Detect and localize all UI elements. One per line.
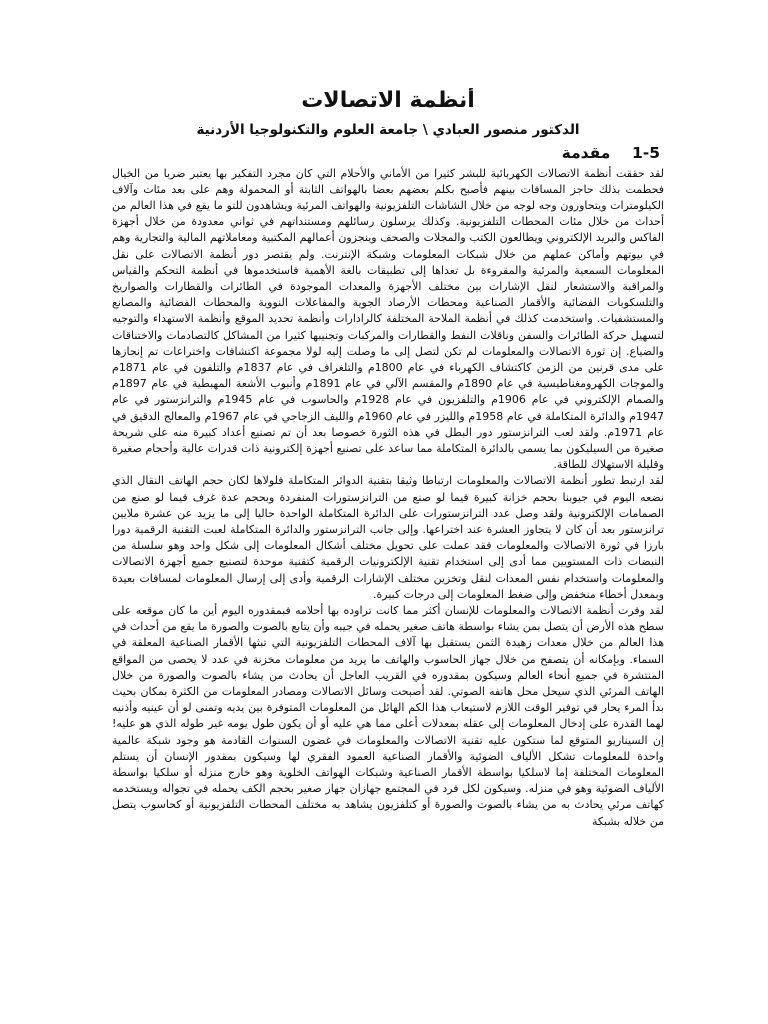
document-page [112, 88, 664, 1018]
author-line: الدكتور منصور العبادي \ جامعة العلوم والتكنولوجيا الأردنية [196, 122, 580, 139]
paragraph: لقد ارتبط تطور أنظمة الاتصالات والمعلومات ارتباطا وثيقا بتقنية الدوائر المتكاملة فلولاها لكان حجم الهاتف النقال الذي نضعه اليوم في جيوبنا بحجم خزانة كبيرة فيما لو صنع من الترانزستورات المنفردة وبحجم عدة غرف فيما لو صنع من الصمامات الإلكترونية ولقد وصل عدد الترانزستورات على الدائرة المتكاملة الواحدة حاليا إلى ما يزيد عن عشرة ملايين ترانزستور بعد أن كان لا يتجاوز العشرة عند اختراعها. وإلى جانب الترانزستور والدائرة المتكاملة لعبت التقنية الرقمية دورا بارزا في ثورة الاتصالات والمعلومات فقد عملت على تحويل مختلف أشكال المعلومات إلى شكل واحد وهو سلسلة من النبضات ذات المستويين مما أدى إلى استخدام تقنية الإلكترونيات الرقمية كتقنية موحدة لتصنيع جميع أجهزة الاتصالات والمعلومات واستخدام نفس المعدات لنقل وتخزين مختلف الإشارات الرقمية وأدى إلى إرسال المعلومات لمسافات بعيدة وبمعدل أخطاء منخفض وإلى ضغط المعلومات إلى درجات كبيرة. [112, 474, 664, 601]
document-title: أنظمة الاتصالات [301, 88, 475, 113]
paragraph: لقد حققت أنظمة الاتصالات الكهربائية للبشر كثيرا من الأماني والأحلام التي كان مجرد التفكير بها يعتبر ضربا من الخيال فحطمت بذلك حاجز المسافات بينهم فأصبح بكلم بعضهم بعضا بالهواتف الثابتة أو المحمولة وهم على بعد مئات وآلاف الكيلومترات ويتحاورون وجه لوجه من خلال الشاشات التلفزيونية والهواتف المرئية ويشاهدون للتو ما يقع في هذا العالم من أحداث من خلال مئات المحطات التلفزيونية. وكذلك يرسلون رسائلهم ومستنداتهم في ثواني معدودة من خلال أجهزة الفاكس والبريد الإلكتروني ويطالعون الكتب والمجلات والصحف وينجزون أعمالهم المكتبية ومعاملاتهم المالية والتجارية وهم في بيوتهم وأماكن عملهم من خلال شبكات المعلومات وشبكة الإنترنت. ولم يقتصر دور أنظمة الاتصالات على نقل المعلومات السمعية والمرئية والمقروءة بل تعداها إلى تطبيقات بالغة الأهمية فاستخدموها في أنظمة التحكم والقياس والمراقبة والاستشعار لنقل الإشارات بين مختلف الأجهزة والمعدات الموجودة في الطائرات والقطارات والصواريخ والتلسكوبات الفضائية والأقمار الصناعية ومحطات الأرصاد الجوية والمفاعلات النووية والمحطات الفضائية والمصانع والمستشفيات. واستخدمت كذلك في أنظمة الملاحة المختلفة كالرادارات وأنظمة تحديد الموقع وأنظمة الاستهداء والتوجيه لتسهيل حركة الطائرات والسفن وناقلات النفط والقطارات والمركبات وتجنيبها كثيرا من المشاكل كالتصادمات والاختناقات والضياع. إن ثورة الاتصالات والمعلومات لم تكن لتصل إلى ما وصلت إليه لولا مجموعة اكتشافات واختراعات تم إنجازها على مدى قرنين من الزمن كاكتشاف الكهرباء في عام 1800م والتلغراف في عام 1837م والتلفون في عام 1871م والموجات الكهرومغناطيسية في عام 1890م والمقسم الآلي في عام 1891م وأنبوب الأشعة المهبطية في عام 1897م والصمام الإلكتروني في عام 1906م والتلفزيون في عام 1928م والحاسوب في عام 1945م والترانزستور في عام 1947م والدائرة المتكاملة في عام 1958م والليزر في عام 1960م والليف الزجاجي في عام 1967م والمعالج الدقيق في عام 1971م. ولقد لعب الترانزستور دور البطل في هذه الثورة خصوصا بعد أن تم تصنيع أعداد كبيرة منه على شريحة صغيرة من السيليكون بما يسمى بالدائرة المتكاملة مما ساعد على تصنيع أجهزة إلكترونية ذات قدرات عالية وأحجام صغيرة وقليلة الاستهلاك للطاقة. [112, 166, 664, 472]
section-number: 1-5 [631, 143, 660, 162]
paragraph: لقد وفرت أنظمة الاتصالات والمعلومات للإنسان أكثر مما كانت تراوده بها أحلامه فبمقدوره اليوم أين ما كان موقعه على سطح هذه الأرض أن يتصل بمن يشاء بواسطة هاتف صغير يحمله في جيبه وأن يتابع بالصوت والصورة ما يقع من أحداث في هذا العالم من خلال معدات زهيدة الثمن يستقبل بها آلاف المحطات التلفزيونية التي تبثها الأقمار الصناعية المعلقة في السماء. وبإمكانه أن يتصفح من خلال جهاز الحاسوب والهاتف ما يريد من معلومات مخزنة في عدد لا يحصى من المواقع المنتشرة في جميع أنحاء العالم وسيكون بمقدوره في القريب العاجل أن يحادث من يشاء بالصوت والصورة من خلال الهاتف المرئي الذي سيحل محل هاتفه الصوتي. لقد أصبحت وسائل الاتصالات ومصادر المعلومات من الكثرة بمكان بحيث بدأ المرء يحار في توفير الوقت اللازم لاستيعاب هذا الكم الهائل من المعلومات المتوفرة بين يديه وتمنى لو أن عينيه وأذنيه لهما القدرة على إدخال المعلومات إلى عقله بمعدلات أعلى مما هي عليه أو أن يكون طول يومه غير طوله الذي هو عليه! إن السيناريو المتوقع لما ستكون عليه تقنية الاتصالات والمعلومات في غضون السنوات القادمة هو وجود شبكة عالمية واحدة للمعلومات تشكل الألياف الضوئية والأقمار الصناعية العمود الفقري لها وسيكون بمقدور الإنسان أن يستلم المعلومات المختلفة إما لاسلكيا بواسطة الأقمار الصناعية وشبكات الهواتف الخلوية وهو خارج منزله أو سلكيا بواسطة الألياف الضوئية وهو في منزله. وسيكون لكل فرد في المجتمع جهازان جهاز صغير بحجم الكف يحمله في تجواله ويستخدمه كهاتف مرئي يحادث به من يشاء بالصوت والصورة أو كتلفزيون يشاهد به مختلف المحطات التلفزيونية أو كحاسوب يتصل من خلاله بشبكة [112, 604, 664, 828]
section-heading [112, 144, 664, 163]
body-text [112, 166, 664, 830]
section-title: مقدمة [561, 143, 611, 162]
